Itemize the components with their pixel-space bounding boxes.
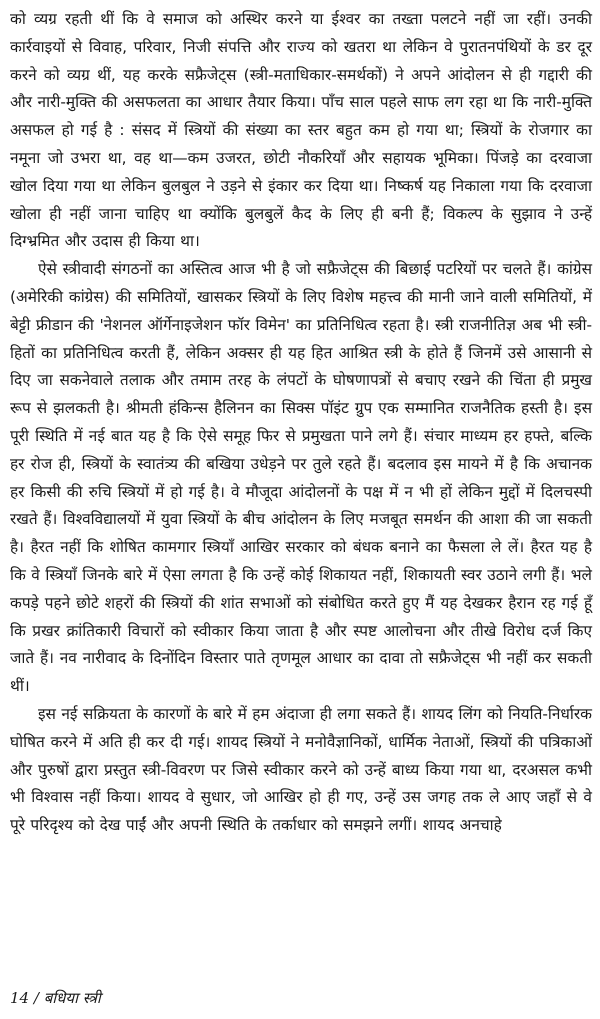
paragraph-continued: को व्यग्र रहती थीं कि वे समाज को अस्थिर करने या ईश्वर का तख्ता पलटने नहीं जा रहीं। उनकी कार्रवाइयों से विवाह, परिवार, निजी संपत्ति और राज्य को खतरा था लेकिन वे पुरातनपंथियों के डर दूर करने को व्यग्र थीं, यह करके सफ्रैजेट्स (स्त्री-मताधिकार-समर्थकों) ने अपने आंदोलन से ही गद्दारी की और नारी-मुक्ति की असफलता का आधार तैयार किया। पाँच साल पहले साफ लग रहा था कि नारी-मुक्ति असफल हो गई है : संसद में स्त्रियों की संख्या का स्तर बहुत कम हो गया था; स्त्रियों के रोजगार का नमूना जो उभरा था, वह था—कम उजरत, छोटी नौकरियाँ और सहायक भूमिका। पिंजड़े का दरवाजा खोल दिया गया था लेकिन बुलबुल ने उड़ने से इंकार कर दिया था। निष्कर्ष यह निकाला गया कि दरवाजा खोला ही नहीं जाना चाहिए था क्योंकि बुलबुलें कैद के लिए ही बनी हैं; विकल्प के सुझाव ने उन्हें दिग्भ्रमित और उदास ही किया था।	[10, 10, 592, 251]
paragraph-feminist-organizations: ऐसे स्त्रीवादी संगठनों का अस्तित्व आज भी है जो सफ्रैजेट्स की बिछाई पटरियों पर चलते हैं। कांग्रेस (अमेरिकी कांग्रेस) की समितियों, खासकर स्त्रियों के लिए विशेष महत्त्व की मानी जाने वाली समितियों, में बेट्टी फ्रीडान की 'नेशनल ऑर्गेनाइजेशन फॉर विमेन' का प्रतिनिधित्व रहता है। स्त्री राजनीतिज्ञ अब भी स्त्री-हितों का प्रतिनिधित्व करती हैं, लेकिन अक्सर ही यह हित आश्रित स्त्री के होते हैं जिनमें उसे आसानी से दिए जा सकनेवाले तलाक और तमाम तरह के लंपटों के घोषणापत्रों से बचाए रखने की चिंता ही प्रमुख रूप से झलकती है। श्रीमती हंकिन्स हैलिनन का सिक्स पॉइंट ग्रुप एक सम्मानित राजनैतिक हस्ती है। इस पूरी स्थिति में नई बात यह है कि ऐसे समूह फिर से प्रमुखता पाने लगे हैं। संचार माध्यम हर हफ्ते, बल्कि हर रोज ही, स्त्रियों के स्वातंत्र्य की बखिया उधेड़ने पर तुले रहते हैं। बदलाव इस मायने में है कि अचानक हर किसी की रुचि स्त्रियों में हो गई है। वे मौजूदा आंदोलनों के पक्ष में न भी हों लेकिन मुद्दों में दिलचस्पी रखते हैं। विश्वविद्यालयों में युवा स्त्रियों के बीच आंदोलन के लिए मजबूत समर्थन की आशा की जा सकती है। हैरत नहीं कि शोषित कामगार स्त्रियाँ आखिर सरकार को बंधक बनाने का फैसला ले लें। हैरत यह है कि वे स्त्रियाँ जिनके बारे में ऐसा लगता है कि उन्हें कोई शिकायत नहीं, शिकायती स्वर उठाने लगी हैं। भले कपड़े पहने छोटे शहरों की स्त्रियों की शांत सभाओं को संबोधित करते हुए मैं यह देखकर हैरान रह गई हूँ कि प्रखर क्रांतिकारी विचारों को स्वीकार किया जाता है और स्पष्ट आलोचना और तीखे विरोध दर्ज किए जाते हैं। नव नारीवाद के दिनोंदिन विस्तार पाते तृणमूल आधार का दावा तो सफ्रैजेट्स भी नहीं कर सकती थीं।	[10, 260, 592, 696]
page-number: 14	[10, 989, 30, 1007]
paragraph-new-activism: इस नई सक्रियता के कारणों के बारे में हम अंदाजा ही लगा सकते हैं। शायद लिंग को नियति-निर्धारक घोषित करने में अति ही कर दी गई। शायद स्त्रियों ने मनोवैज्ञानिकों, धार्मिक नेताओं, स्त्रियों की पत्रिकाओं और पुरुषों द्वारा प्रस्तुत स्त्री-विवरण पर जिसे स्वीकार करने को उन्हें बाध्य किया गया था, दरअसल कभी भी विश्वास नहीं किया। शायद वे सुधार, जो आखिर हो ही गए, उन्हें उस जगह तक ले आए जहाँ से वे पूरे परिदृश्य को देख पाईं और अपनी स्थिति के तर्काधार को समझने लगीं। शायद अनचाहे	[10, 704, 593, 835]
footer-separator: /	[33, 989, 39, 1007]
page-body-text	[10, 6, 592, 840]
page-footer	[10, 988, 101, 1008]
book-title: बधिया स्त्री	[43, 989, 101, 1007]
